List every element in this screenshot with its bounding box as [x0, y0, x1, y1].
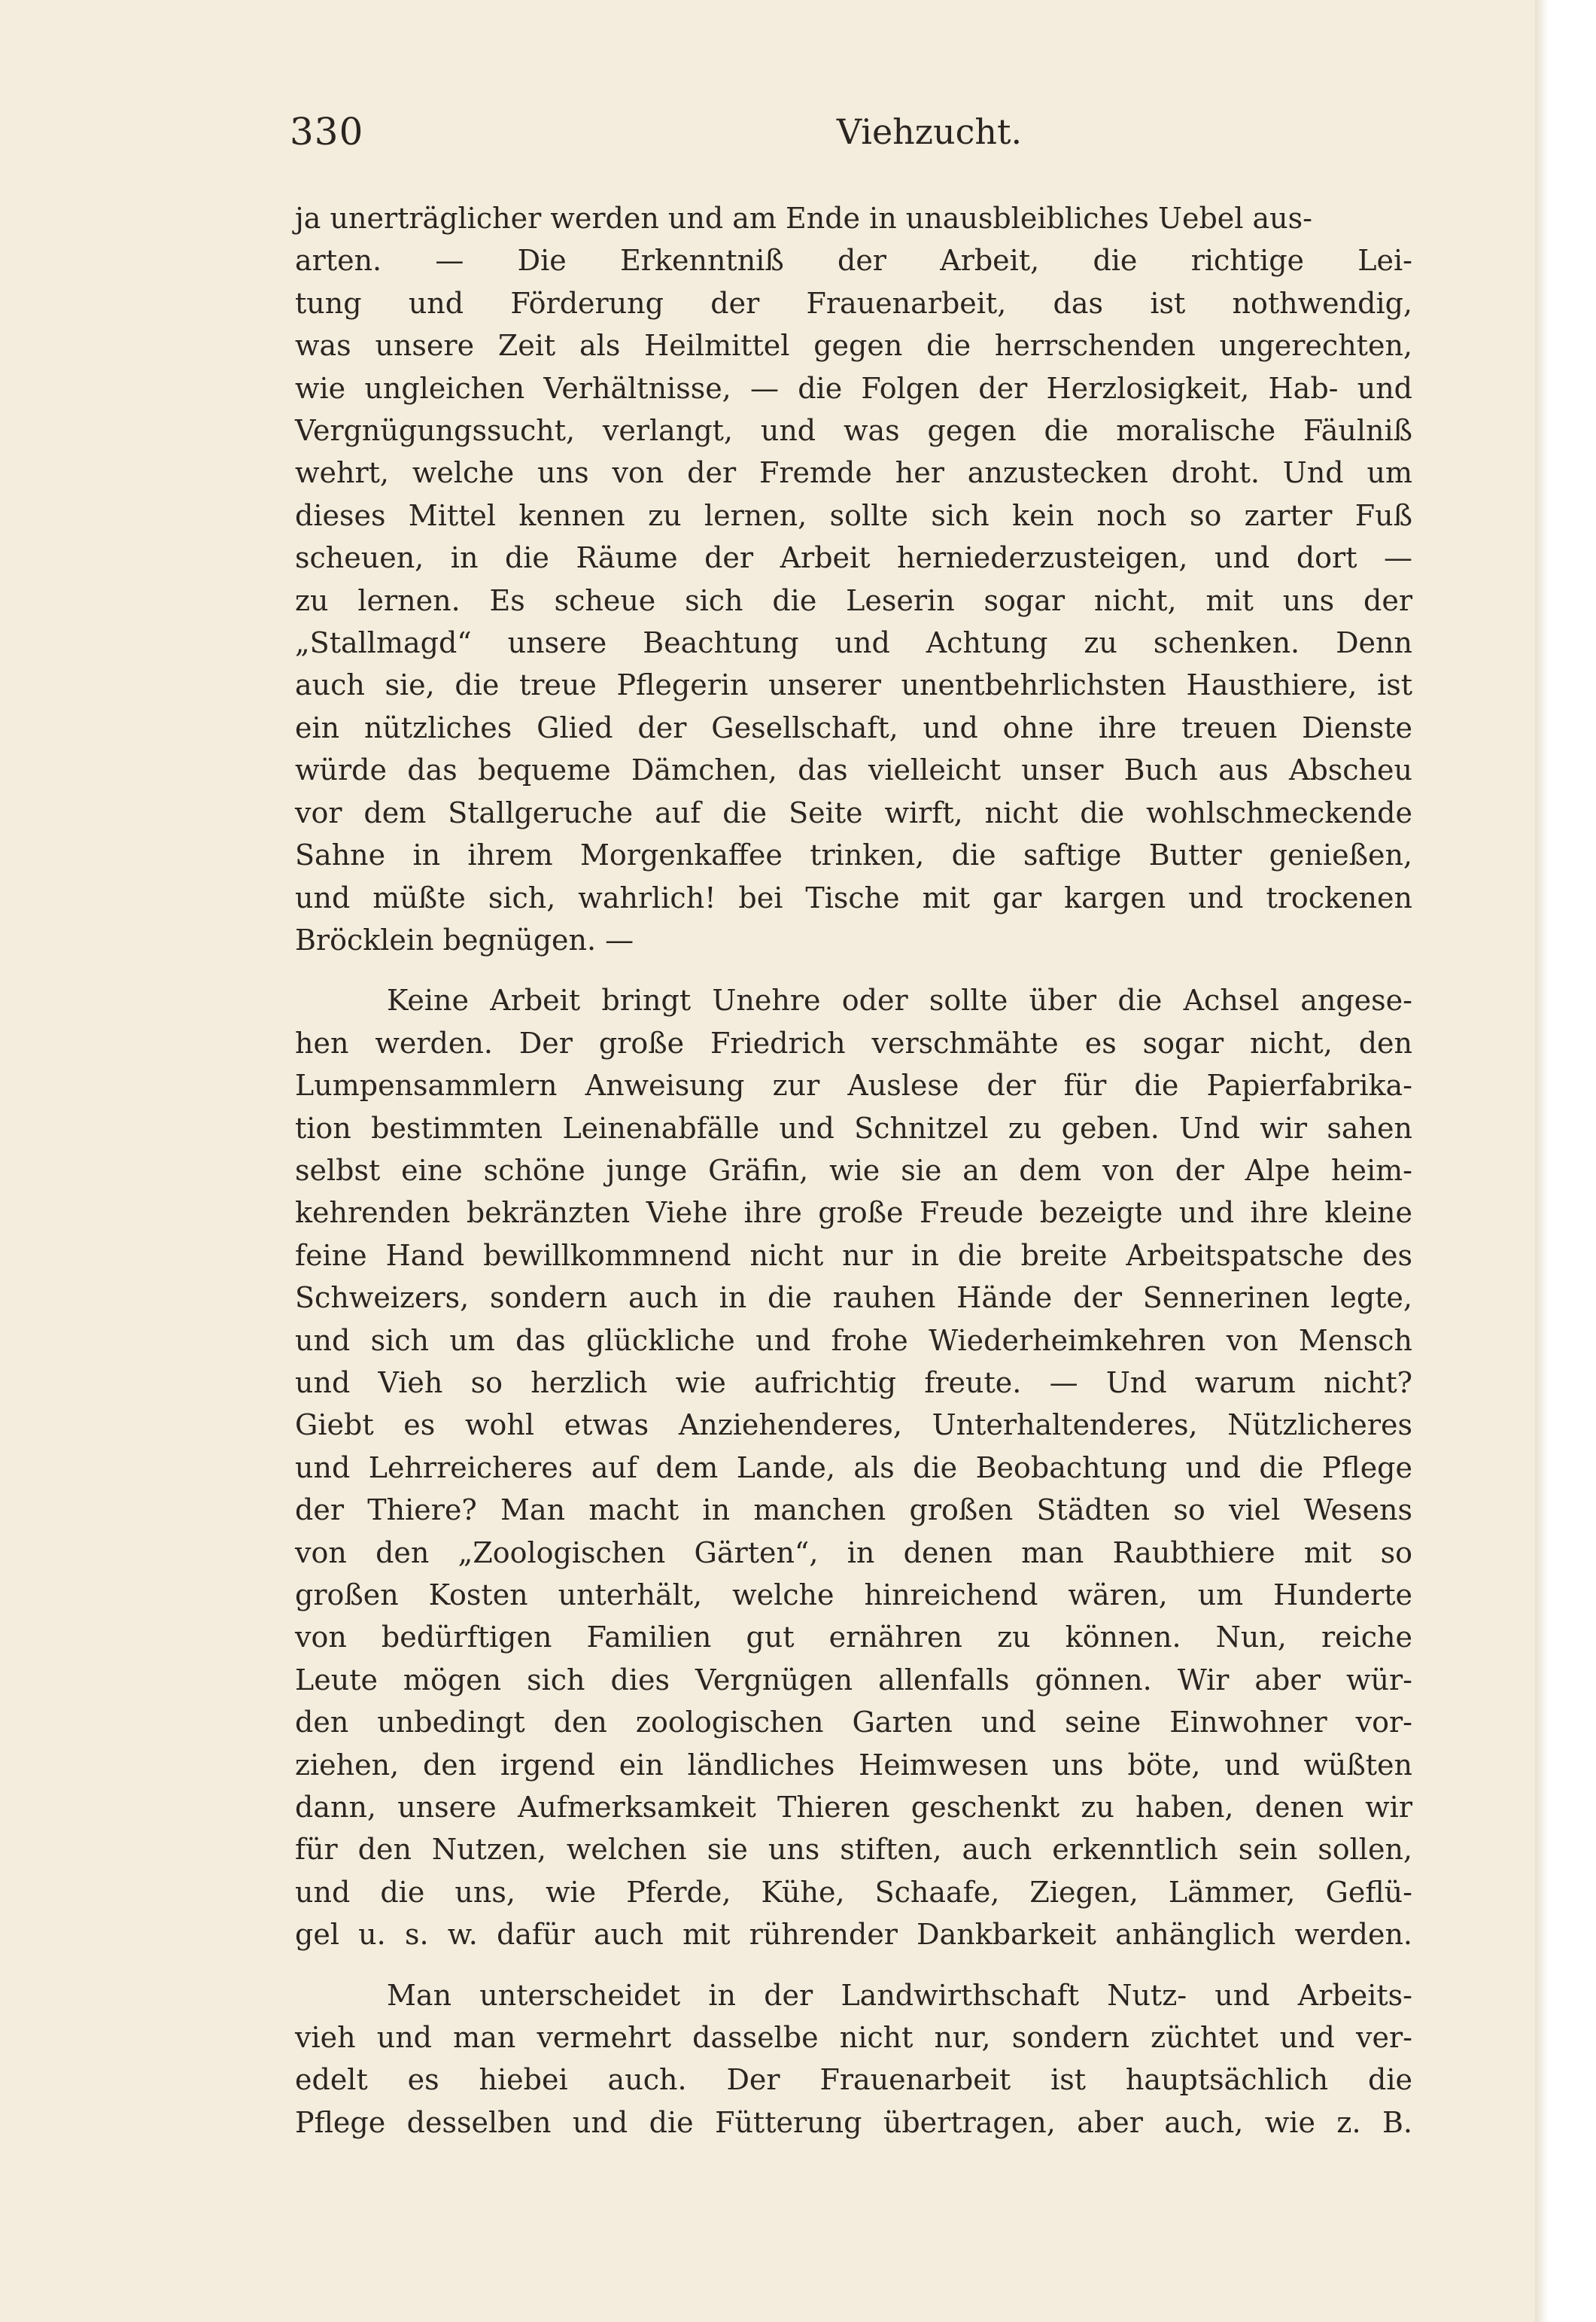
text-line: kehrenden bekränzten Viehe ihre große Freude bezeigte und ihre kleine	[295, 1196, 1412, 1230]
text-line: Bröcklein begnügen. —	[295, 923, 634, 957]
text-line: wehrt, welche uns von der Fremde her anzustecken droht. Und um	[295, 456, 1412, 490]
text-line: für den Nutzen, welchen sie uns stiften, auch erkenntlich sein sollen,	[295, 1833, 1412, 1867]
text-line: und Lehrreicheres auf dem Lande, als die Beobachtung und die Pflege	[295, 1450, 1412, 1484]
text-line: dann, unsere Aufmerksamkeit Thieren geschenkt zu haben, denen wir	[295, 1791, 1412, 1824]
text-line: würde das bequeme Dämchen, das vielleicht unser Buch aus Abscheu	[295, 753, 1412, 787]
text-line: ja unerträglicher werden und am Ende in unausbleibliches Uebel aus-	[295, 202, 1312, 235]
text-line: Pflege desselben und die Fütterung übertragen, aber auch, wie z. B.	[295, 2105, 1412, 2139]
text-line: der Thiere? Man macht in manchen großen Städten so viel Wesens	[295, 1493, 1412, 1527]
text-line: und müßte sich, wahrlich! bei Tische mit gar kargen und trockenen	[295, 881, 1412, 914]
page-number: 330	[290, 110, 364, 154]
text-line: Vergnügungssucht, verlangt, und was gegen die moralische Fäulniß	[295, 414, 1412, 448]
text-line: Sahne in ihrem Morgenkaffee trinken, die saftige Butter genießen,	[295, 838, 1412, 872]
text-line: und Vieh so herzlich wie aufrichtig freute. — Und warum nicht?	[295, 1365, 1412, 1399]
text-line: wie ungleichen Verhältnisse, — die Folgen der Herzlosigkeit, Hab- und	[295, 371, 1412, 405]
text-line: tung und Förderung der Frauenarbeit, das ist nothwendig,	[295, 286, 1412, 320]
running-head: Viehzucht.	[836, 111, 1023, 152]
text-line: ziehen, den irgend ein ländliches Heimwesen uns böte, und wüßten	[295, 1748, 1412, 1782]
text-line: vieh und man vermehrt dasselbe nicht nur, sondern züchtet und ver-	[295, 2021, 1412, 2055]
text-line: Leute mögen sich dies Vergnügen allenfalls gönnen. Wir aber wür-	[295, 1663, 1412, 1697]
paragraph-3	[295, 1974, 1412, 2144]
text-line: Schweizers, sondern auch in die rauhen Hände der Sennerinen legte,	[295, 1281, 1412, 1315]
text-line: Lumpensammlern Anweisung zur Auslese der für die Papierfabrika-	[295, 1069, 1412, 1103]
text-line: Giebt es wohl etwas Anziehenderes, Unterhaltenderes, Nützlicheres	[295, 1408, 1412, 1442]
page-header	[290, 105, 1418, 158]
text-line: „Stallmagd“ unsere Beachtung und Achtung zu schenken. Denn	[295, 626, 1412, 660]
text-line: von den „Zoologischen Gärten“, in denen man Raubthiere mit so	[295, 1535, 1412, 1569]
text-line: tion bestimmten Leinenabfälle und Schnitzel zu geben. Und wir sahen	[295, 1111, 1412, 1145]
page-edge	[1535, 0, 1596, 2322]
text-line: gel u. s. w. dafür auch mit rührender Dankbarkeit anhänglich werden.	[295, 1918, 1412, 1952]
text-line: und die uns, wie Pferde, Kühe, Schaafe, Ziegen, Lämmer, Geflü-	[295, 1875, 1412, 1909]
text-line: selbst eine schöne junge Gräfin, wie sie an dem von der Alpe heim-	[295, 1153, 1412, 1187]
text-line: den unbedingt den zoologischen Garten und seine Einwohner vor-	[295, 1706, 1412, 1739]
text-line: feine Hand bewillkommnend nicht nur in die breite Arbeitspatsche des	[295, 1238, 1412, 1272]
text-line: Keine Arbeit bringt Unehre oder sollte über die Achsel angese-	[387, 984, 1412, 1018]
text-line: von bedürftigen Familien gut ernähren zu können. Nun, reiche	[295, 1621, 1412, 1654]
text-line: großen Kosten unterhält, welche hinreichend wären, um Hunderte	[295, 1578, 1412, 1611]
text-line: arten. — Die Erkenntniß der Arbeit, die richtige Lei-	[295, 244, 1412, 278]
text-line: Man unterscheidet in der Landwirthschaft Nutz- und Arbeits-	[387, 1978, 1412, 2012]
text-line: zu lernen. Es scheue sich die Leserin sogar nicht, mit uns der	[295, 583, 1412, 617]
text-line: ein nützliches Glied der Gesellschaft, und ohne ihre treuen Dienste	[295, 711, 1412, 744]
paragraph-1	[295, 197, 1412, 961]
text-line: und sich um das glückliche und frohe Wiederheimkehren von Mensch	[295, 1323, 1412, 1357]
text-line: edelt es hiebei auch. Der Frauenarbeit ist hauptsächlich die	[295, 2063, 1412, 2097]
text-line: vor dem Stallgeruche auf die Seite wirft, nicht die wohlschmeckende	[295, 796, 1412, 829]
text-line: dieses Mittel kennen zu lernen, sollte sich kein noch so zarter Fuß	[295, 498, 1412, 532]
text-line: was unsere Zeit als Heilmittel gegen die herrschenden ungerechten,	[295, 329, 1412, 363]
page-body	[295, 197, 1412, 2144]
text-line: hen werden. Der große Friedrich verschmähte es sogar nicht, den	[295, 1026, 1412, 1060]
paragraph-2	[295, 979, 1412, 1955]
text-line: auch sie, die treue Pflegerin unserer unentbehrlichsten Hausthiere, ist	[295, 668, 1412, 702]
text-line: scheuen, in die Räume der Arbeit herniederzusteigen, und dort —	[295, 541, 1412, 575]
